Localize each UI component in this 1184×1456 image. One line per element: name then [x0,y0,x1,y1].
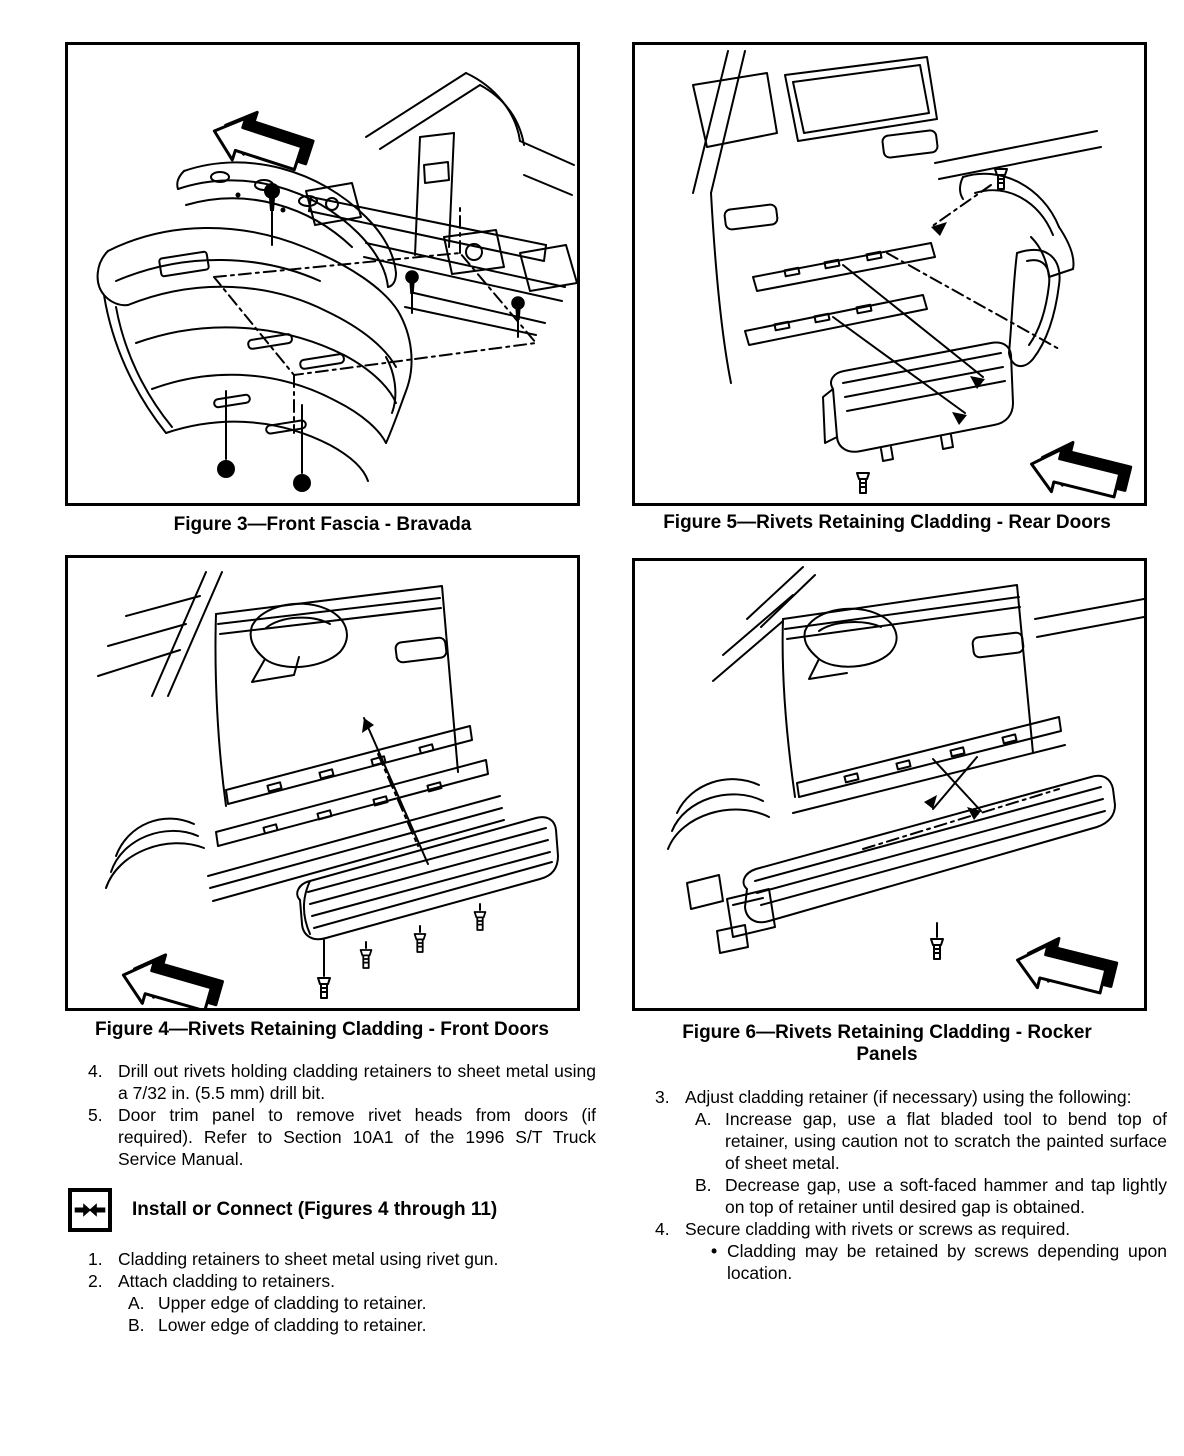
install-step-1 [88,1248,596,1270]
secure-step-4 [655,1218,1167,1240]
substep-text: Upper edge of cladding to retainer. [158,1293,427,1314]
adjust-substep-b [695,1174,1167,1218]
figure-3-panel [65,42,580,506]
step-text: Secure cladding with rivets or screws as required. [685,1219,1071,1240]
step-number: 1. [88,1249,103,1270]
figure-3-caption: Figure 3—Front Fascia - Bravada [173,514,472,535]
substep-text: Lower edge of cladding to retainer. [158,1315,427,1336]
figure-6-panel [632,558,1147,1011]
figure-5-illustration [635,45,1144,503]
step-text: Drill out rivets holding cladding retainers to sheet metal using a 7/32 in. (5.5 mm) drill bit. [118,1061,596,1104]
figure-3-illustration [68,45,577,503]
substep-text: Increase gap, use a flat bladed tool to bend top of retainer, using caution not to scratch the painted surface of sheet metal. [725,1109,1167,1174]
direction-arrow-icon [117,945,225,1008]
figure-6-illustration [635,561,1144,1008]
figure-5-panel [632,42,1147,506]
direction-arrow-icon [1026,434,1133,503]
step-number: 2. [88,1271,103,1292]
bullet-marker: • [711,1241,718,1262]
step-number: 4. [655,1219,670,1240]
right-text-column [655,1086,1167,1284]
left-text-column [88,1060,596,1336]
secure-step-4-bullet [711,1240,1167,1284]
remove-step-5 [88,1104,596,1170]
figure-4-illustration [68,558,577,1008]
substep-letter: B. [695,1175,712,1196]
substep-text: Decrease gap, use a soft-faced hammer and tap lightly on top of retainer until desired gap is obtained. [725,1175,1167,1218]
adjust-step-3 [655,1086,1167,1108]
install-or-connect-heading [68,1188,596,1232]
install-substep-b [128,1314,596,1336]
figure-4-caption: Figure 4—Rivets Retaining Cladding - Front Doors [95,1019,549,1040]
step-number: 5. [88,1105,103,1126]
step-text: Adjust cladding retainer (if necessary) using the following: [685,1087,1132,1107]
install-substep-a [128,1292,596,1314]
install-step-2 [88,1270,596,1292]
bullet-text: Cladding may be retained by screws depending upon location. [727,1241,1167,1284]
remove-step-4 [88,1060,596,1104]
direction-arrow-icon [1012,930,1119,1005]
substep-letter: A. [128,1293,145,1314]
converging-arrows-icon [68,1188,112,1232]
figure-4-panel [65,555,580,1011]
step-number: 4. [88,1061,103,1081]
adjust-substep-a [695,1108,1167,1174]
substep-letter: B. [128,1315,145,1336]
step-text: Cladding retainers to sheet metal using rivet gun. [118,1249,499,1270]
step-text: Attach cladding to retainers. [118,1271,335,1292]
substep-letter: A. [695,1109,712,1130]
step-text: Door trim panel to remove rivet heads from doors (if required). Refer to Section 10A1 of the 1996 S/T Truck Service Manual. [118,1105,596,1170]
figure-5-caption: Figure 5—Rivets Retaining Cladding - Rear Doors [663,512,1111,533]
direction-arrow-icon [208,102,317,182]
step-number: 3. [655,1087,670,1107]
figure-6-caption: Figure 6—Rivets Retaining Cladding - Rocker Panels [682,1022,1092,1065]
install-heading-text: Install or Connect (Figures 4 through 11) [132,1199,498,1221]
